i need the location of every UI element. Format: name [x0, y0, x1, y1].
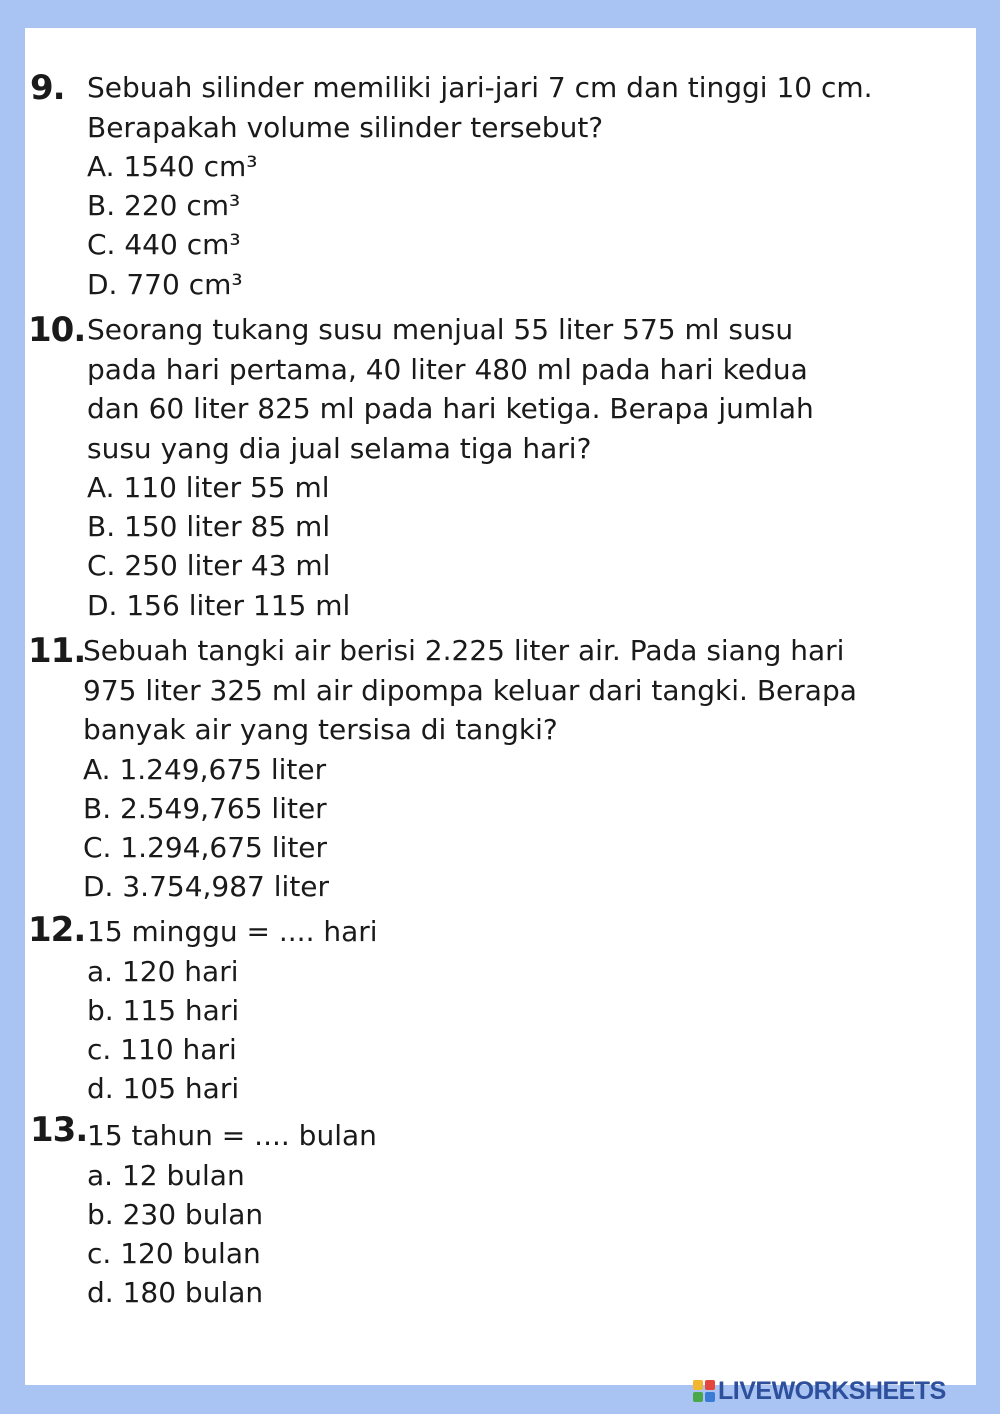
- answer-option-d[interactable]: D. 770 cm³: [87, 267, 243, 301]
- answer-option-c[interactable]: C. 250 liter 43 ml: [87, 549, 331, 583]
- liveworksheets-logo[interactable]: [693, 1376, 946, 1406]
- answer-option-a[interactable]: A. 1540 cm³: [87, 150, 258, 183]
- answer-option-c[interactable]: C. 1.294,675 liter: [83, 830, 328, 864]
- question-text-line: Berapakah volume silinder tersebut?: [87, 110, 604, 144]
- question-number: 12.: [28, 910, 86, 950]
- question-text-line: 15 tahun = .... bulan: [87, 1119, 377, 1152]
- question-text-line: banyak air yang tersisa di tangki?: [83, 713, 558, 746]
- liveworksheets-logo-text: LIVEWORKSHEETS: [718, 1376, 946, 1405]
- question-text-line: susu yang dia jual selama tiga hari?: [87, 431, 592, 465]
- question-number: 10.: [28, 310, 86, 350]
- question-number: 11.: [28, 631, 86, 671]
- question-text-line: Sebuah tangki air berisi 2.225 liter air. Pada siang hari: [83, 634, 845, 667]
- question-text-line: Seorang tukang susu menjual 55 liter 575 ml susu: [87, 313, 794, 346]
- answer-option-a[interactable]: A. 1.249,675 liter: [83, 752, 327, 786]
- question-number: 13.: [30, 1110, 88, 1150]
- answer-option-d[interactable]: D. 3.754,987 liter: [83, 870, 330, 904]
- answer-option-d[interactable]: d. 180 bulan: [87, 1276, 264, 1310]
- answer-option-c[interactable]: c. 110 hari: [87, 1032, 237, 1066]
- question-text-line: Sebuah silinder memiliki jari-jari 7 cm dan tinggi 10 cm.: [87, 71, 873, 104]
- answer-option-b[interactable]: b. 230 bulan: [87, 1197, 264, 1231]
- question-text-line: 15 minggu = .... hari: [87, 915, 378, 948]
- question-number: 9.: [30, 68, 65, 108]
- question-text-line: dan 60 liter 825 ml pada hari ketiga. Berapa jumlah: [87, 392, 814, 425]
- answer-option-a[interactable]: a. 12 bulan: [87, 1158, 245, 1192]
- question-text-line: 975 liter 325 ml air dipompa keluar dari tangki. Berapa: [83, 673, 857, 707]
- answer-option-a[interactable]: a. 120 hari: [87, 954, 239, 988]
- worksheet-page: [25, 28, 976, 1385]
- liveworksheets-logo-icon: [693, 1380, 715, 1402]
- answer-option-b[interactable]: B. 220 cm³: [87, 189, 241, 223]
- answer-option-d[interactable]: d. 105 hari: [87, 1072, 240, 1106]
- answer-option-d[interactable]: D. 156 liter 115 ml: [87, 588, 351, 622]
- answer-option-b[interactable]: b. 115 hari: [87, 993, 240, 1027]
- answer-option-b[interactable]: B. 150 liter 85 ml: [87, 510, 331, 544]
- question-text-line: pada hari pertama, 40 liter 480 ml pada hari kedua: [87, 352, 808, 386]
- answer-option-c[interactable]: c. 120 bulan: [87, 1236, 261, 1270]
- answer-option-c[interactable]: C. 440 cm³: [87, 228, 241, 262]
- answer-option-b[interactable]: B. 2.549,765 liter: [83, 791, 327, 825]
- answer-option-a[interactable]: A. 110 liter 55 ml: [87, 471, 330, 504]
